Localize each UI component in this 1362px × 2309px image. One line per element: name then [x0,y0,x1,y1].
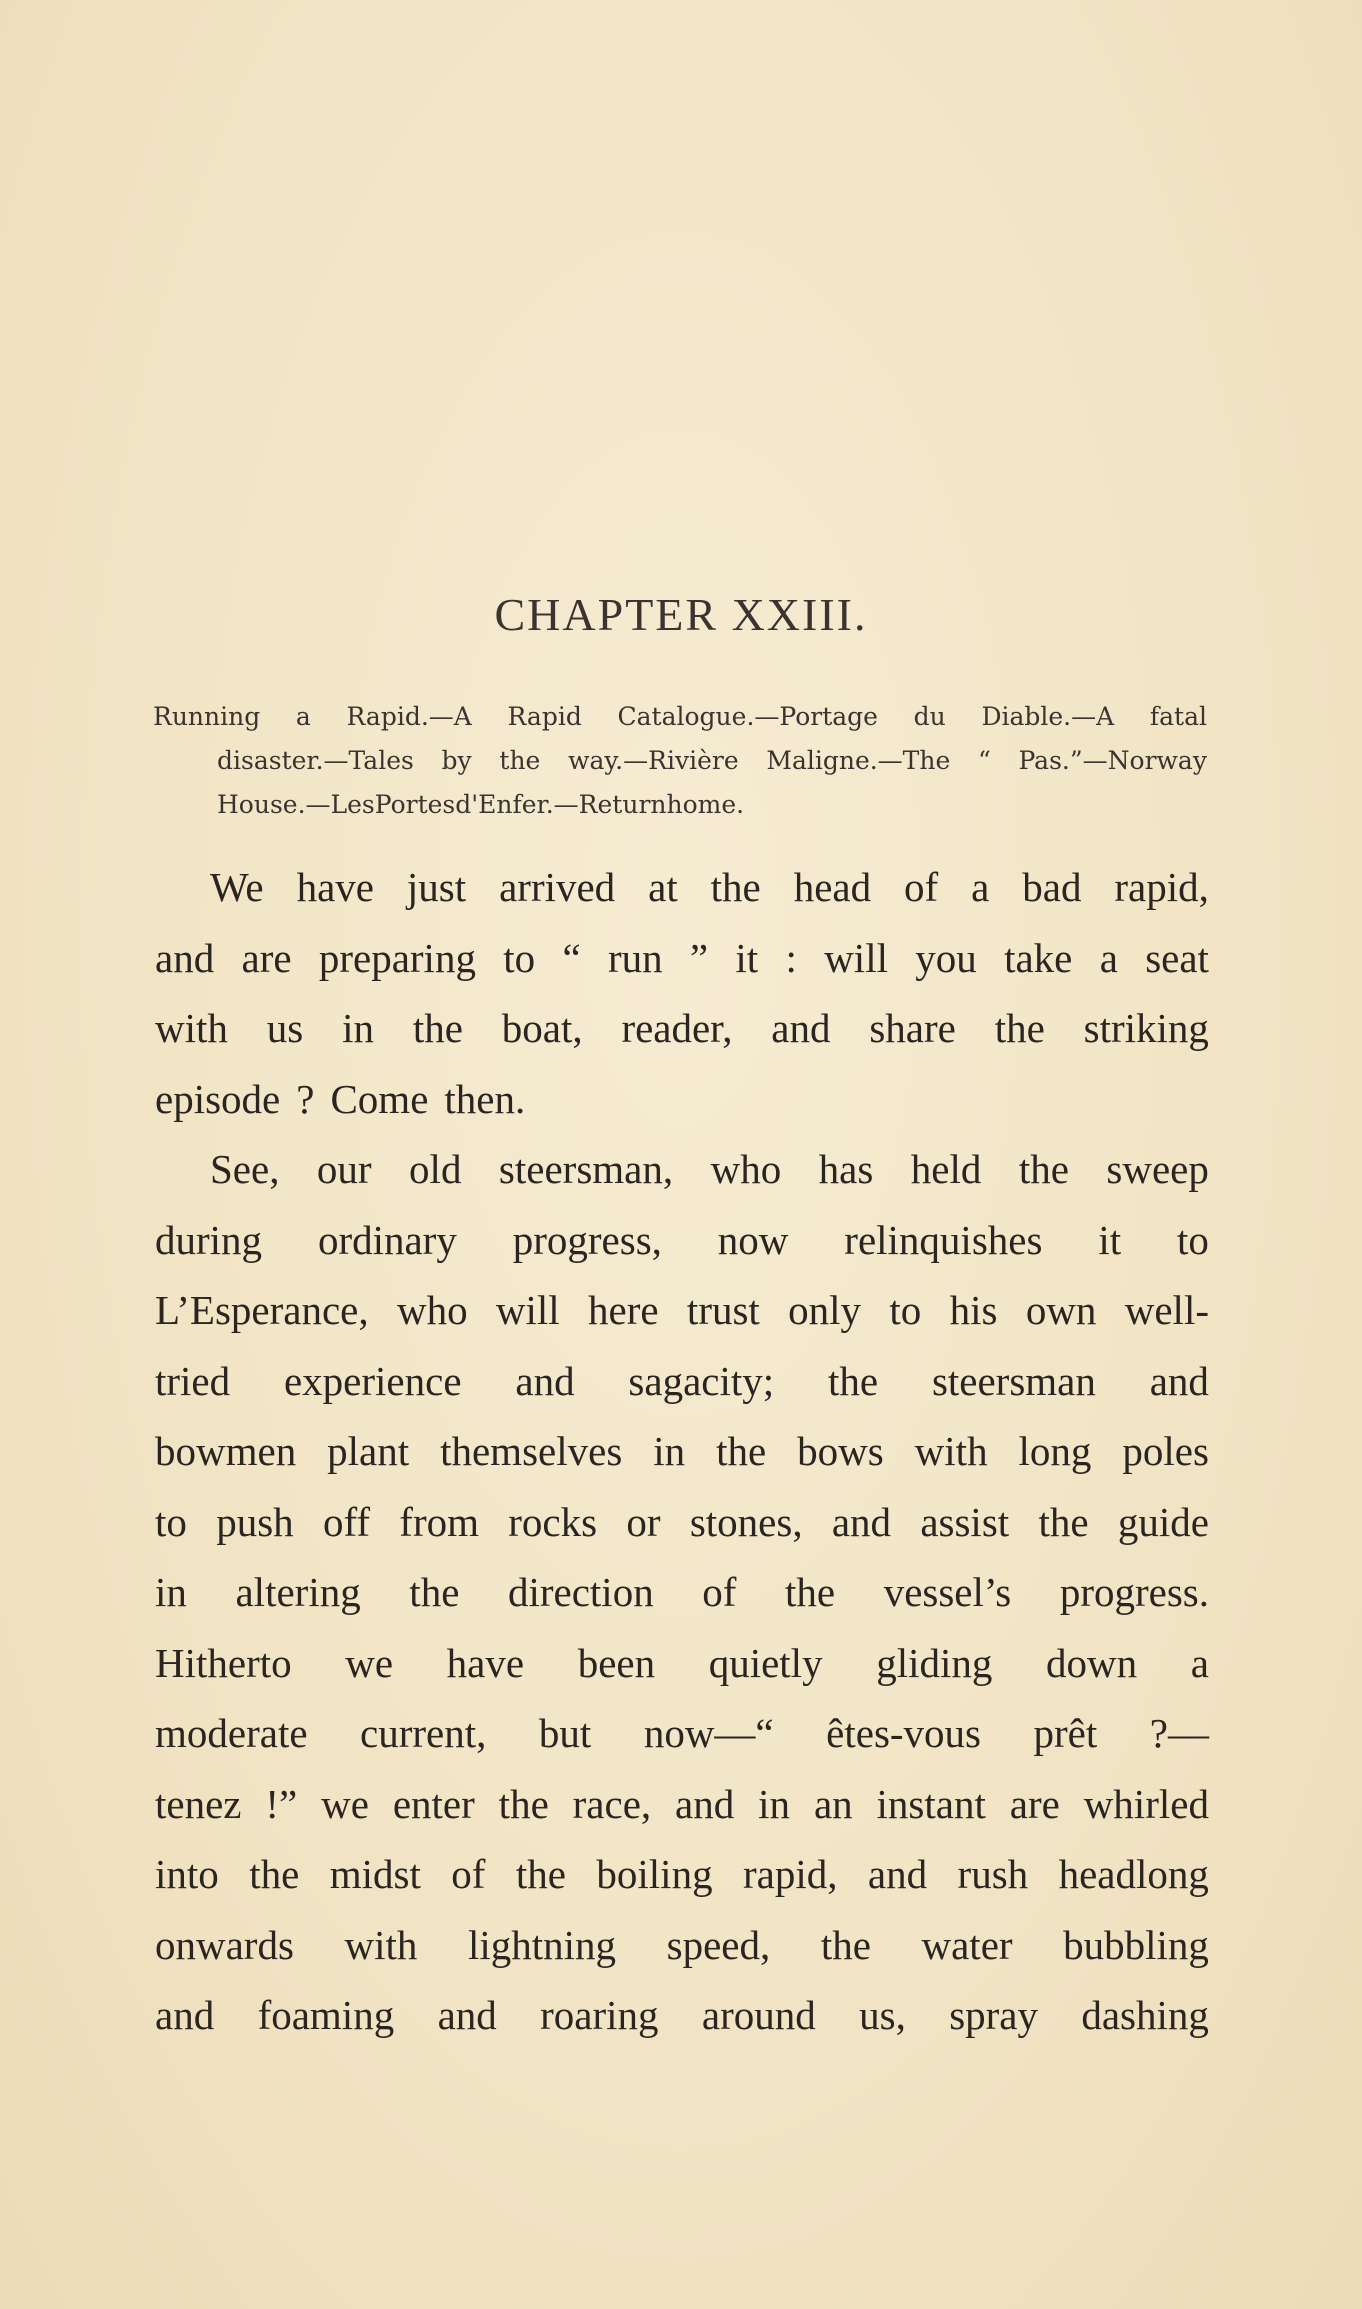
word: trust [686,1287,760,1333]
word: the [499,746,541,775]
word: the [785,1569,836,1615]
word: around [701,1992,816,2038]
word: preparing [318,934,476,981]
word: now—“ [643,1710,774,1756]
word: a [971,864,990,910]
word: ?— [1149,1710,1209,1756]
word: then. [444,1075,526,1122]
word: spray [949,1992,1038,2038]
word: the [1018,1146,1069,1192]
word: See, [210,1146,280,1192]
word: at [648,864,678,910]
word: Come [330,1075,429,1122]
word: share [869,1005,956,1051]
word: the [716,1428,767,1474]
text-line [155,1839,1209,1910]
word: the [498,1780,549,1827]
word: are [1009,1780,1060,1827]
word: has [818,1146,874,1192]
word: poles [1122,1428,1209,1474]
word: striking [1083,1005,1209,1051]
synopsis-line [217,739,1207,783]
word: experience [283,1357,462,1404]
word: Rapid [507,702,582,731]
word: “ [562,934,581,981]
word: an [813,1780,853,1827]
word: and [155,1992,215,2038]
synopsis-line [217,783,1207,827]
word: will [824,934,888,981]
word: and [867,1851,928,1897]
text-line [155,1628,1209,1699]
word: the [515,1851,566,1897]
word: progress, [512,1216,662,1263]
word: the [249,1851,300,1897]
word: boat, [501,1005,583,1051]
word: old [409,1146,462,1192]
word: prêt [1033,1710,1098,1756]
word: by [441,746,472,775]
text-line [210,852,1209,923]
word: in [653,1428,686,1474]
word: sagacity; [628,1357,775,1404]
word: push [216,1498,294,1545]
word: well- [1124,1287,1209,1333]
word: a [1099,934,1118,981]
word: long [1018,1428,1092,1474]
word: ” [689,934,709,981]
word: way.—Rivière [568,746,739,775]
word: vessel’s [883,1569,1012,1615]
word: bows [797,1428,884,1474]
word: with [344,1921,418,1968]
word: to [503,934,536,981]
word: fatal [1149,702,1207,731]
word: to [889,1287,922,1333]
word: home. [666,790,745,819]
text-line [155,1064,1209,1135]
word: current, [360,1710,487,1756]
word: we [321,1780,369,1827]
word: direction [507,1569,654,1615]
word: plant [327,1428,410,1474]
word: disaster.—Tales [217,746,414,775]
word: enter [392,1780,475,1827]
text-line [155,1346,1209,1417]
text-line [155,1416,1209,1487]
word: : [785,934,797,981]
word: of [451,1851,486,1897]
text-line [155,1275,1209,1346]
body-text [155,852,1209,2051]
word: Les [330,790,375,819]
word: We [210,864,264,910]
word: will [495,1287,560,1333]
word: the [828,1357,879,1404]
word: bowmen [155,1428,297,1474]
word: progress. [1059,1569,1209,1615]
word: onwards [155,1921,294,1968]
word: been [577,1639,656,1686]
chapter-title: CHAPTER XXIII. [494,589,868,640]
word: !” [265,1780,298,1827]
synopsis-line [153,695,1207,739]
text-line [155,1557,1209,1628]
word: race, [572,1780,652,1827]
word: steersman [931,1357,1096,1404]
word: assist [920,1498,1010,1545]
word: but [538,1710,592,1756]
word: run [607,934,663,981]
word: water [921,1921,1013,1968]
word: du [913,702,946,731]
word: whirled [1083,1780,1209,1827]
word: Hitherto [155,1639,292,1686]
word: relinquishes [844,1216,1043,1263]
text-line [155,1769,1209,1840]
word: take [1004,934,1073,981]
word: and [1149,1357,1209,1404]
text-line [155,1205,1209,1276]
word: and [515,1357,575,1404]
word: reader, [621,1005,733,1051]
word: the [994,1005,1045,1051]
word: and [155,934,215,981]
word: us, [859,1992,906,2038]
text-line [155,1698,1209,1769]
word: in [342,1005,374,1051]
word: House.— [217,790,331,819]
word: from [399,1498,479,1545]
word: Running [153,702,261,731]
word: dashing [1081,1992,1209,2038]
word: Maligne.—The [766,746,951,775]
word: quietly [708,1639,823,1686]
word: episode [155,1075,281,1122]
word: themselves [440,1428,623,1474]
word: boiling [596,1851,713,1897]
word: it [735,934,759,981]
word: now [717,1216,789,1263]
word: our [316,1146,372,1192]
word: to [155,1498,187,1545]
word: seat [1145,934,1209,981]
word: Catalogue.—Portage [617,702,878,731]
word: in [155,1569,187,1615]
word: you [915,934,977,981]
word: moderate [155,1710,308,1756]
word: and [771,1005,831,1051]
word: and [437,1992,497,2038]
word: ordinary [317,1216,457,1263]
text-line [210,1134,1209,1205]
word: who [710,1146,782,1192]
word: ? [296,1075,315,1122]
text-line [155,1910,1209,1981]
word: rocks [508,1498,598,1545]
word: tenez [155,1780,242,1827]
word: and [831,1498,892,1545]
word: down [1045,1639,1138,1686]
word: with [155,1005,228,1051]
word: us [266,1005,304,1051]
word: the [820,1921,871,1968]
word: Diable.—A [981,702,1115,731]
word: êtes-vous [826,1710,982,1756]
word: lightning [467,1921,617,1968]
word: speed, [666,1921,771,1968]
word: held [910,1146,982,1192]
word: with [914,1428,988,1474]
word: his [949,1287,998,1333]
word: sweep [1106,1146,1209,1192]
word: bubbling [1063,1921,1209,1968]
word: tried [155,1357,231,1404]
word: L’Esperance, [155,1287,369,1333]
word: a [1190,1639,1209,1686]
text-line [155,993,1209,1064]
word: or [626,1498,661,1545]
word: Portes [374,790,456,819]
word: who [396,1287,468,1333]
word: of [904,864,939,910]
word: the [412,1005,463,1051]
word: during [155,1216,263,1263]
word: bad [1022,864,1082,910]
word: foaming [257,1992,395,2038]
text-line [155,1980,1209,2051]
word: stones, [689,1498,803,1545]
word: to [1177,1216,1209,1263]
word: have [296,864,374,910]
word: Pas.”—Norway [1018,746,1207,775]
word: gliding [876,1639,993,1686]
word: we [345,1639,394,1686]
word: roaring [540,1992,659,2038]
word: and [675,1780,735,1827]
word: Rapid.—A [346,702,472,731]
word: a [295,702,311,731]
word: of [702,1569,737,1615]
word: into [155,1851,219,1897]
word: rush [957,1851,1029,1897]
word: only [788,1287,862,1333]
word: own [1025,1287,1097,1333]
word: the [409,1569,460,1615]
word: steersman, [498,1146,674,1192]
word: here [588,1287,659,1333]
word: the [1038,1498,1089,1545]
word: midst [329,1851,421,1897]
chapter-synopsis [153,695,1207,827]
word: the [710,864,761,910]
word: are [241,934,292,981]
word: d'Enfer.—Return [455,790,667,819]
word: have [446,1639,525,1686]
word: rapid, [1114,864,1209,910]
text-line [155,1487,1209,1558]
word: “ [977,746,991,775]
word: just [406,864,467,910]
word: instant [876,1780,986,1827]
word: head [793,864,872,910]
word: off [322,1498,371,1545]
word: rapid, [743,1851,838,1897]
text-line [155,923,1209,994]
word: it [1098,1216,1122,1263]
word: in [758,1780,791,1827]
word: guide [1117,1498,1209,1545]
word: headlong [1058,1851,1209,1897]
word: altering [235,1569,361,1615]
word: arrived [499,864,616,910]
